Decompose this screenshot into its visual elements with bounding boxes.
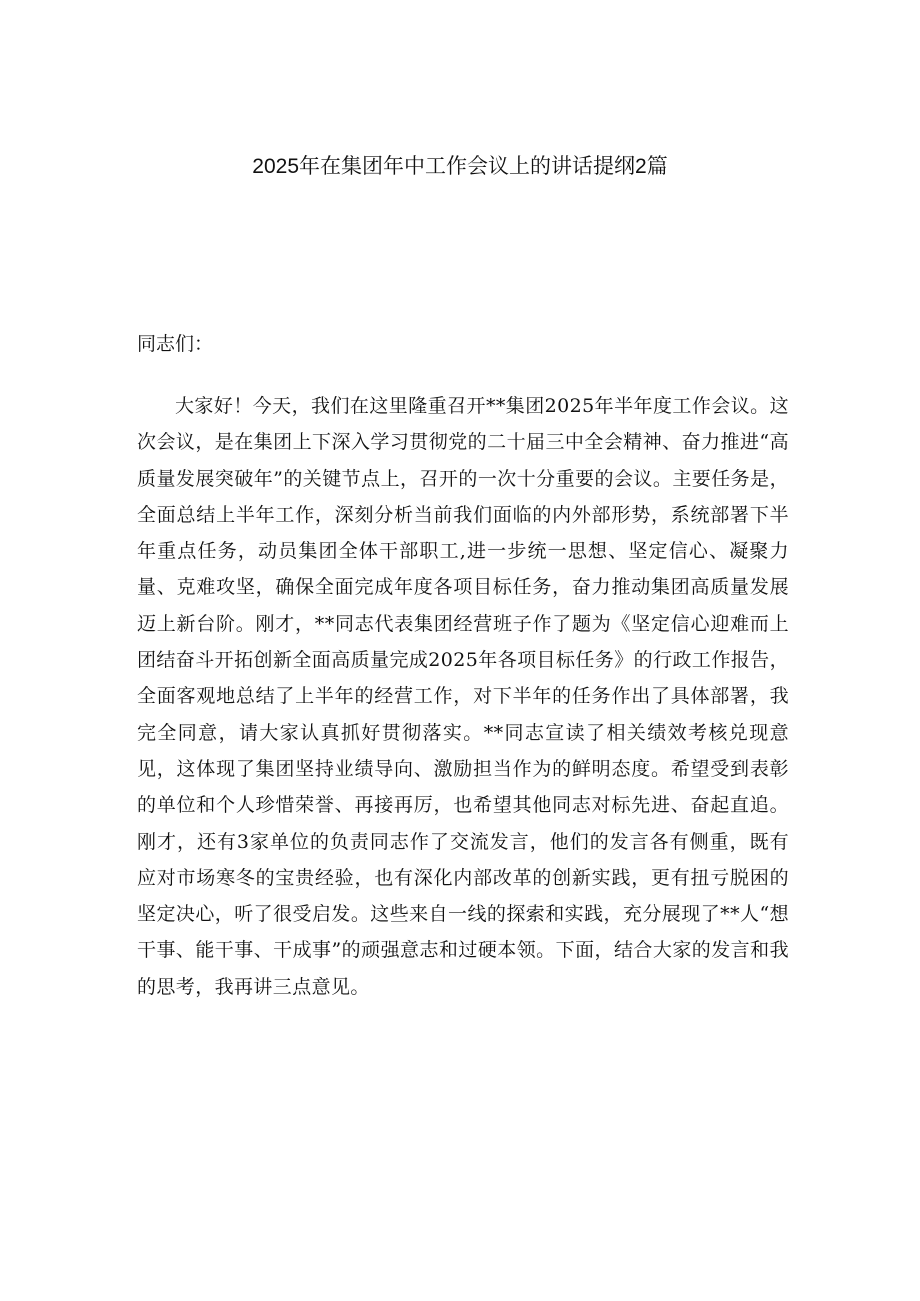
body-paragraph: 大家好！今天，我们在这里隆重召开**集团2025年半年度工作会议。这次会议，是在集团上下深入学习贯彻党的二十届三中全会精神、奋力推进“高质量发展突破年”的关键节点上，召开的一次十分重要的会议。主要任务是，全面总结上半年工作，深刻分析当前我们面临的内外部形势，系统部署下半年重点任务，动员集团全体干部职工,进一步统一思想、坚定信心、凝聚力量、克难攻坚，确保全面完成年度各项目标任务，奋力推动集团高质量发展迈上新台阶。刚才，**同志代表集团经营班子作了题为《坚定信心迎难而上团结奋斗开拓创新全面高质量完成2025年各项目标任务》的行政工作报告，全面客观地总结了上半年的经营工作，对下半年的任务作出了具体部署，我完全同意，请大家认真抓好贯彻落实。**同志宣读了相关绩效考核兑现意见，这体现了集团坚持业绩导向、激励担当作为的鲜明态度。希望受到表彰的单位和个人珍惜荣誉、再接再厉，也希望其他同志对标先进、奋起直追。刚才，还有3家单位的负责同志作了交流发言，他们的发言各有侧重，既有应对市场寒冬的宝贵经验，也有深化内部改革的创新实践，更有扭亏脱困的坚定决心，听了很受启发。这些来自一线的探索和实践，充分展现了**人“想干事、能干事、干成事”的顽强意志和过硬本领。下面，结合大家的发言和我的思考，我再讲三点意见。 xyxy=(137,395,789,998)
salutation: 同志们： xyxy=(137,333,214,355)
document-title: 2025年在集团年中工作会议上的讲话提纲2篇 xyxy=(252,155,668,178)
